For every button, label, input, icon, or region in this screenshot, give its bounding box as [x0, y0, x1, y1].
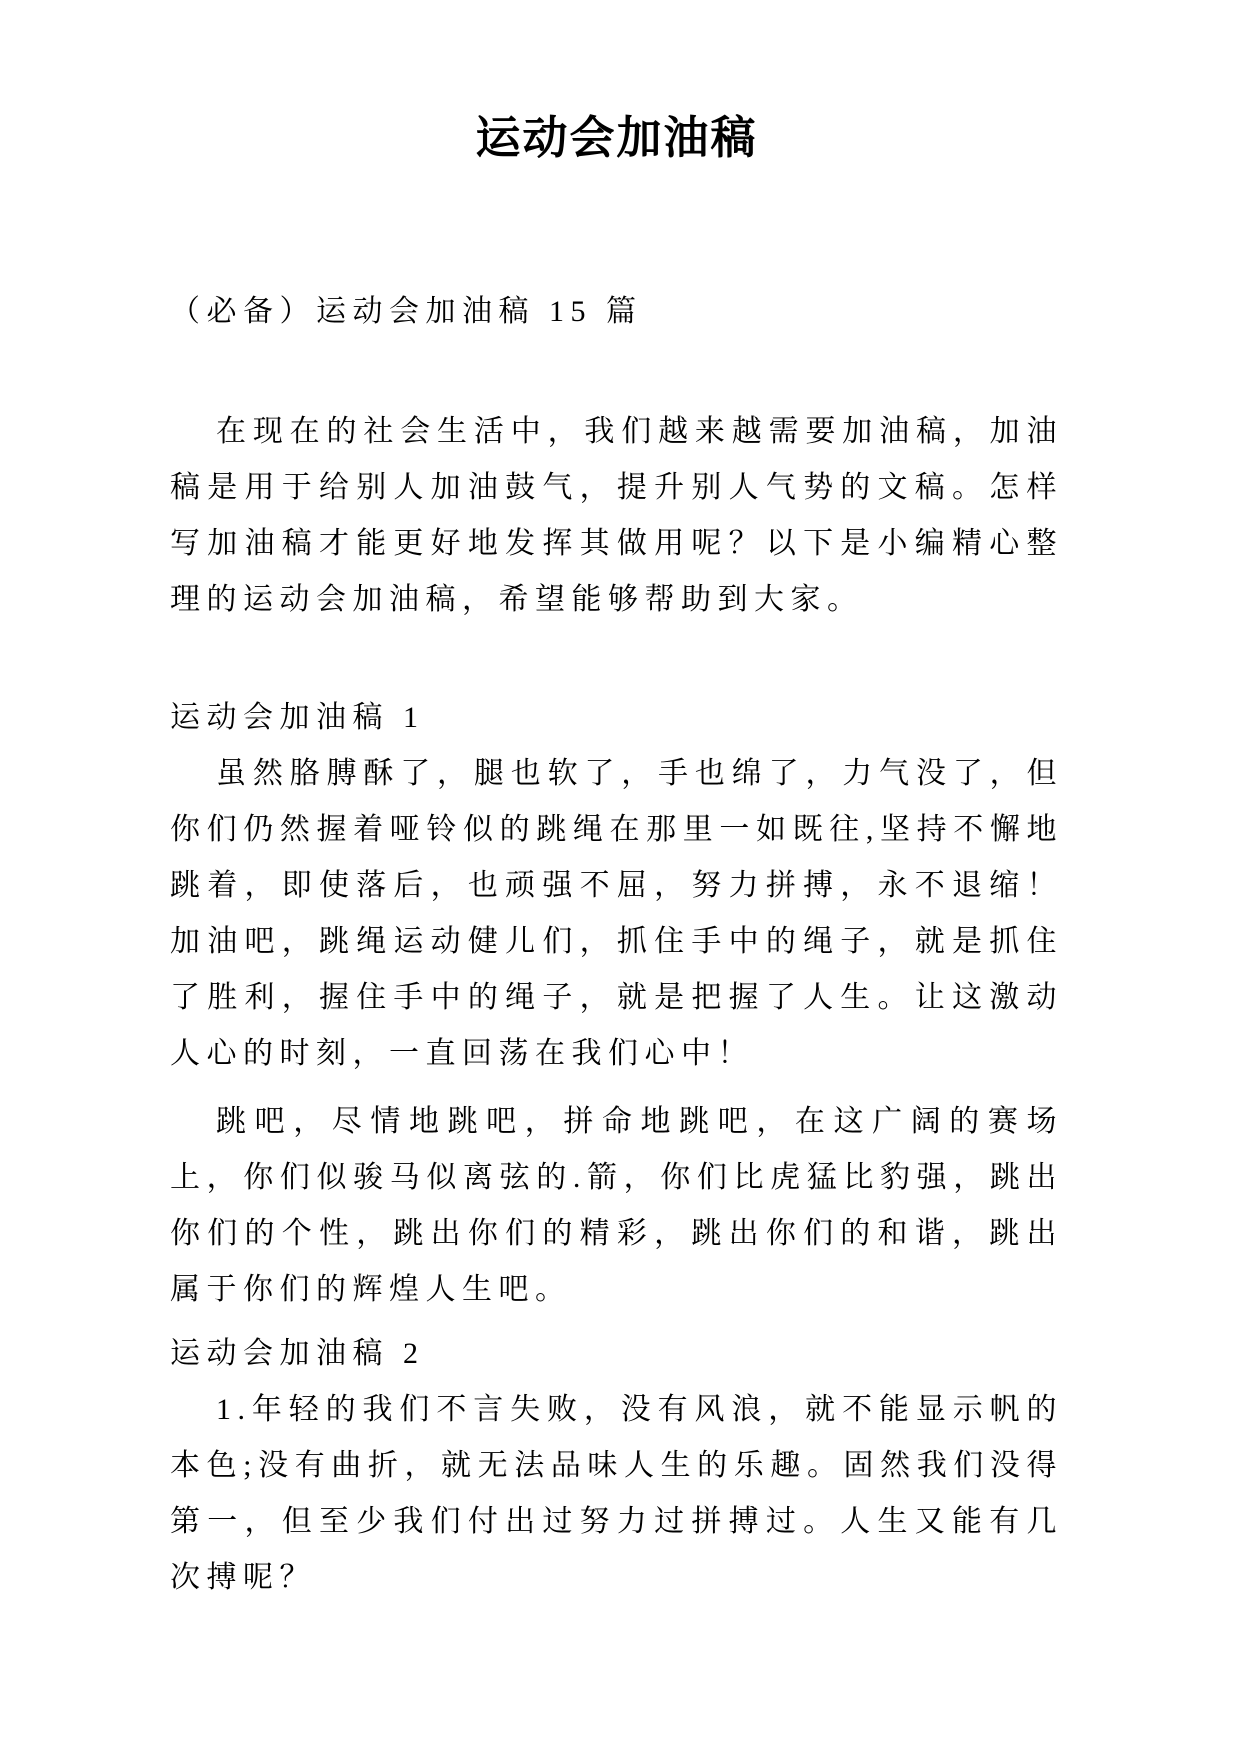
document-subtitle: （必备）运动会加油稿 15 篇 — [170, 295, 643, 328]
section-2-heading: 运动会加油稿 2 — [170, 1337, 425, 1370]
section-1-heading: 运动会加油稿 1 — [170, 701, 425, 734]
intro-paragraph: 在现在的社会生活中，我们越来越需要加油稿，加油稿是用于给别人加油鼓气，提升别人气势的文稿。怎样写加油稿才能更好地发挥其做用呢？以下是小编精心整理的运动会加油稿，希望能够帮助到大家。 — [170, 415, 1063, 616]
section-2-paragraph-1: 1.年轻的我们不言失败，没有风浪，就不能显示帆的本色;没有曲折，就无法品味人生的乐趣。固然我们没得第一，但至少我们付出过努力过拼搏过。人生又能有几次搏呢？ — [170, 1393, 1063, 1594]
section-1-paragraph-2: 跳吧，尽情地跳吧，拼命地跳吧，在这广阔的赛场上，你们似骏马似离弦的.箭，你们比虎猛比豹强，跳出你们的个性，跳出你们的精彩，跳出你们的和谐，跳出属于你们的辉煌人生吧。 — [170, 1105, 1063, 1306]
document-title: 运动会加油稿 — [475, 113, 758, 163]
section-1-paragraph-1: 虽然胳膊酥了，腿也软了，手也绵了，力气没了，但你们仍然握着哑铃似的跳绳在那里一如既往,坚持不懈地跳着，即使落后，也顽强不屈，努力拼搏，永不退缩！加油吧，跳绳运动健儿们，抓住手中的绳子，就是抓住了胜利，握住手中的绳子，就是把握了人生。让这激动人心的时刻，一直回荡在我们心中！ — [170, 757, 1063, 1070]
